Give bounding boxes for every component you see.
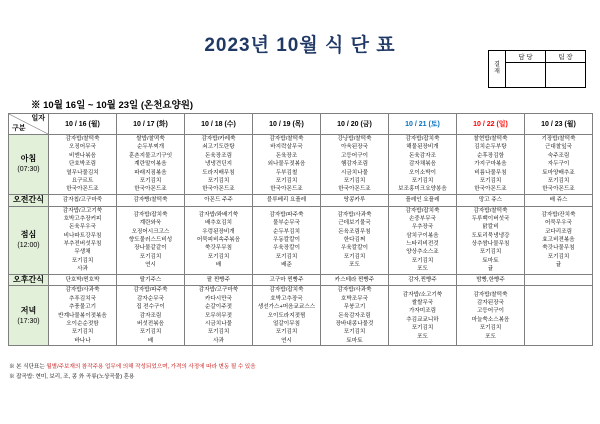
menu-item: 망고 쥬스 <box>478 196 503 203</box>
menu-item: 사과 <box>213 337 224 344</box>
menu-item: 모무허무젓 <box>204 312 233 319</box>
menu-item: 우동칼칼이 <box>272 236 301 243</box>
menu-item: 딸기주스 <box>139 276 162 283</box>
meal-name: 점심 <box>20 229 37 239</box>
menu-item: 돈육감자조 <box>408 152 437 159</box>
menu-cell-r4-c4 <box>321 286 389 346</box>
menu-cell-r3-c6 <box>457 274 525 286</box>
menu-item: 포기김치 <box>275 329 298 336</box>
meal-name: 오후간식 <box>13 274 44 284</box>
menu-item: 포기김치 <box>547 253 570 260</box>
menu-cell-r0-c4 <box>321 135 389 195</box>
menu-item: 감자칩/고구마죽 <box>62 196 103 203</box>
day-header-label: 10 / 17 (화) <box>133 121 168 128</box>
menu-item: 우렁된장비개 <box>202 228 235 235</box>
menu-item: 우추장국 <box>411 224 434 231</box>
menu-item: 한국아몬드죠 <box>202 186 235 193</box>
menu-cell-r2-c0 <box>49 206 117 274</box>
menu-item: 연시 <box>145 262 156 269</box>
menu-item: 오이도라지젓찜 <box>267 312 306 319</box>
menu-item: 한국아몬드죠 <box>66 186 99 193</box>
menu-item: 추김쿄쿄니하 <box>406 316 439 323</box>
menu-item: 포기김치 <box>411 325 434 332</box>
menu-item: 돈육장조림 <box>204 152 233 159</box>
menu-item: 블루베리 요플레 <box>266 196 307 203</box>
approval-sign-1 <box>546 63 585 87</box>
menu-cell-r2-c1 <box>117 206 185 274</box>
menu-item: 감자채볶음 <box>408 161 437 168</box>
approval-columns <box>506 51 585 87</box>
menu-item: 포기김치 <box>71 257 94 264</box>
day-header-label: 10 / 23 (월) <box>541 121 576 128</box>
menu-item: 배 쥬스 <box>549 196 568 203</box>
approval-label: 결 재 <box>489 51 506 87</box>
meal-row-2 <box>9 206 593 274</box>
menu-item: 감자밥/잡치쑥 <box>269 287 304 294</box>
menu-item: 카다시만국 <box>204 295 233 302</box>
menu-item: 자두구이 <box>547 161 570 168</box>
menu-item: 귤 <box>555 262 562 269</box>
menu-item: 순두부김치 <box>272 228 301 235</box>
menu-cell-r0-c3 <box>253 135 321 195</box>
menu-cell-r3-c3 <box>253 274 321 286</box>
menu-item: 보조홍미크요양봉음 <box>398 186 447 193</box>
menu-item: 장바내콩나물것 <box>335 321 374 328</box>
menu-item: 포도 <box>349 262 360 269</box>
menu-item: 포기김치 <box>479 249 502 256</box>
menu-item: 어묵피비속주볶음 <box>196 236 241 243</box>
menu-cell-r4-c5 <box>389 286 457 346</box>
menu-item: 햄감자조림 <box>340 161 369 168</box>
day-header-2 <box>185 114 253 135</box>
menu-item: 감자순무국 <box>136 295 165 302</box>
menu-item: 쑥갓무무침 <box>204 245 233 252</box>
menu-item: 물부순무국 <box>272 220 301 227</box>
menu-item: 포기김치 <box>343 177 366 184</box>
day-header-4 <box>321 114 389 135</box>
menu-item: 감자밥/소고기쑥 <box>402 291 443 298</box>
menu-item: 포기김치 <box>343 253 366 260</box>
menu-item: 추풍물고기 <box>68 304 97 311</box>
menu-item: 열무나물김치 <box>66 169 99 176</box>
menu-item: 돈육장조 <box>275 152 298 159</box>
meal-name: 저녁 <box>20 305 37 315</box>
menu-item: 단호박/찐호박 <box>65 276 100 283</box>
day-header-label: 10 / 20 (금) <box>337 121 372 128</box>
menu-item: 포기김치 <box>207 329 230 336</box>
menu-item: 감자밥/찰떡쑥 <box>65 136 100 142</box>
corner-label-date: 일자 <box>31 115 45 122</box>
menu-item: 기장밥/찰떡쑥 <box>541 136 576 142</box>
day-header-0 <box>49 114 117 135</box>
menu-item: 포기김치 <box>479 325 502 332</box>
menu-item: 생선가스+머음쿄쿄스스 <box>257 304 316 311</box>
menu-item: 외나물두젓볶음 <box>267 161 306 168</box>
approval-box <box>488 50 586 88</box>
menu-item: 순후장김함 <box>476 152 505 159</box>
menu-item: 감자밥/잔치쑥 <box>541 211 576 218</box>
menu-item: 순두부찌개 <box>136 144 165 151</box>
menu-cell-r1-c6 <box>457 194 525 206</box>
menu-cell-r3-c0 <box>49 274 117 286</box>
menu-item: 포기김치 <box>411 257 434 264</box>
menu-cell-r2-c6 <box>457 206 525 274</box>
menu-item: 연시 <box>281 337 292 344</box>
menu-item: 포기김치 <box>343 329 366 336</box>
menu-item: 느타리비전것 <box>406 241 439 248</box>
menu-item: 토마토 <box>346 337 363 344</box>
menu-item: 아몬드 주주 <box>204 196 233 203</box>
menu-item: 순갈이주젓 <box>204 304 233 311</box>
menu-item: 단호박조림 <box>68 161 97 168</box>
approval-col-1: 팀 장 <box>558 54 573 61</box>
menu-item: 감자밥/잡치쑥 <box>133 211 168 218</box>
menu-item: 감자,찐빵주 <box>408 276 437 283</box>
meal-row-label-3 <box>9 274 49 286</box>
menu-item: 오이순순젓함 <box>66 321 99 328</box>
menu-item: 호박고추장커피 <box>63 215 102 222</box>
menu-item: 호박조무국 <box>340 295 369 302</box>
menu-item: 포기김치 <box>479 177 502 184</box>
menu-item: 숙주조림 <box>547 152 570 159</box>
corner-label-type: 구분 <box>12 125 26 133</box>
menu-item: 오징어무국 <box>68 144 97 151</box>
menu-item: 삼치구이볶음 <box>406 232 439 239</box>
menu-item: 손중부무국 <box>408 215 437 222</box>
menu-item: 쌀밥/찰떡쑥 <box>136 136 165 142</box>
menu-item: 포도 <box>485 333 496 340</box>
menu-item: 감자조림 <box>139 312 162 319</box>
menu-item: 포도 <box>417 266 428 273</box>
menu-item: 배준 <box>281 262 292 269</box>
meal-time: (17:30) <box>17 317 40 325</box>
menu-item: 포기김치 <box>207 177 230 184</box>
approval-header <box>506 51 585 63</box>
menu-item: 얼갈이무침 <box>272 321 301 328</box>
menu-item: 추푸김치국 <box>68 295 97 302</box>
menu-item: 돈육무우국 <box>68 224 97 231</box>
meal-row-label-0 <box>9 135 49 195</box>
menu-item: 계란말이볶음 <box>134 161 167 168</box>
day-header-7 <box>525 114 593 135</box>
menu-item: 아욱된장국 <box>340 144 369 151</box>
menu-item: 해물된장비개 <box>406 144 439 151</box>
menu-cell-r0-c0 <box>49 135 117 195</box>
menu-item: 찰현밥/찰떡쑥 <box>473 136 508 142</box>
menu-item: 감자밥/꽈배기쑥 <box>198 211 239 218</box>
menu-item: 비엔나볶음 <box>68 152 97 159</box>
approval-col-0: 담 당 <box>506 51 546 62</box>
footnote-2 <box>9 374 134 382</box>
meal-row-1 <box>9 194 593 206</box>
menu-cell-r3-c5 <box>389 274 457 286</box>
menu-cell-r0-c1 <box>117 135 185 195</box>
menu-item: 감자빵/찰떡쑥 <box>133 196 168 203</box>
meal-name: 오전간식 <box>13 194 44 204</box>
menu-item: 카스테라 찐빵주 <box>334 276 375 283</box>
menu-item: 김치순두부탕 <box>474 144 507 151</box>
approval-signature-area <box>506 63 585 87</box>
menu-item: 집 전수구이 <box>136 304 165 311</box>
menu-cell-r1-c2 <box>185 194 253 206</box>
menu-item: 마늘쑥소스볶음 <box>471 316 510 323</box>
menu-item: 포기김치 <box>547 177 570 184</box>
day-header-label: 10 / 18 (수) <box>201 121 236 128</box>
menu-item: 한국아몬드죠 <box>338 186 371 193</box>
menu-item: 바지락살무국 <box>270 144 303 151</box>
menu-item: 오징어시크고스 <box>131 228 170 235</box>
menu-item: 비나파트강무침 <box>63 232 102 239</box>
menu-cell-r1-c5 <box>389 194 457 206</box>
menu-cell-r2-c4 <box>321 206 389 274</box>
menu-item: 한국아몬드죠 <box>474 186 507 193</box>
menu-item: 포기김치 <box>139 177 162 184</box>
menu-cell-r0-c6 <box>457 135 525 195</box>
menu-item: 시금치나물 <box>204 321 233 328</box>
menu-item: 배추호김치 <box>204 220 233 227</box>
menu-item: 상추쌈나물무침 <box>471 241 510 248</box>
menu-cell-r2-c5 <box>389 206 457 274</box>
menu-cell-r4-c2 <box>185 286 253 346</box>
menu-cell-r1-c0 <box>49 194 117 206</box>
meal-time: (12:00) <box>17 241 40 249</box>
menu-item: 돈육감자조림 <box>338 312 371 319</box>
menu-item: 밤빵,한빵주 <box>476 276 505 283</box>
meal-row-label-4 <box>9 286 49 346</box>
footnote-1 <box>9 364 256 372</box>
menu-item: 파래지짐볶음 <box>134 169 167 176</box>
menu-item: 효고비젼볶음 <box>542 236 575 243</box>
menu-item: 호박고추장국 <box>270 295 303 302</box>
page-title: 2023년 10월 식 단 표 <box>204 35 396 56</box>
menu-item: 고구마 찐빵주 <box>269 276 304 283</box>
menu-item: 가지구마볶음 <box>474 161 507 168</box>
menu-cell-r4-c7 <box>525 286 593 346</box>
menu-item: 무붕고기 <box>343 304 366 311</box>
menu-item: 감자밥/고고기쑥 <box>62 207 103 214</box>
menu-item: 무생채 <box>74 249 91 256</box>
menu-item: 한다김쩌 <box>343 236 366 243</box>
day-header-label: 10 / 16 (월) <box>65 121 100 128</box>
menu-item: 근데보기물국 <box>338 220 371 227</box>
menu-item: 장나물같같이 <box>134 245 167 252</box>
menu-item: 요구르트 <box>71 177 94 184</box>
menu-cell-r3-c4 <box>321 274 389 286</box>
menu-cell-r4-c0 <box>49 286 117 346</box>
menu-item: 가자미조림 <box>408 308 437 315</box>
meal-time: (07:30) <box>17 166 40 174</box>
meal-row-3 <box>9 274 593 286</box>
menu-item: 포도 <box>417 333 428 340</box>
menu-item: 도토리묵냉냉강 <box>471 232 510 239</box>
menu-item: 감자밥/카레쑥 <box>201 136 236 142</box>
menu-item: 두부김철 <box>275 169 298 176</box>
menu-cell-r4-c1 <box>117 286 185 346</box>
menu-item: 감자밥/고구마쑥 <box>198 287 239 294</box>
menu-item: 토마토 <box>482 257 499 264</box>
menu-item: 포기김치 <box>71 329 94 336</box>
menu-item: 감자밥/사과쑥 <box>65 287 100 294</box>
menu-cell-r4-c6 <box>457 286 525 346</box>
menu-item: 고등어구이 <box>340 152 369 159</box>
day-header-label: 10 / 21 (토) <box>405 121 440 128</box>
menu-item: 땅콩카루 <box>343 196 366 203</box>
day-header-6 <box>457 114 525 135</box>
menu-item: 두루백이버섯국 <box>471 215 510 222</box>
day-header-5 <box>389 114 457 135</box>
menu-item: 감자밥/잡치쑥 <box>405 136 440 142</box>
menu-item: 버섯전볶음 <box>136 321 165 328</box>
menu-item: 포기김치 <box>207 253 230 260</box>
menu-item: 감자밥/찰떡쑥 <box>473 207 508 214</box>
menu-cell-r0-c5 <box>389 135 457 195</box>
menu-item: 플레인 요플레 <box>405 196 440 203</box>
menu-cell-r1-c4 <box>321 194 389 206</box>
menu-item: 귤 <box>487 266 494 273</box>
menu-item: 한국아몬드죠 <box>134 186 167 193</box>
menu-item: 계란와욱 <box>139 220 162 227</box>
menu-item: 감자밥/파주쑥 <box>133 287 168 294</box>
menu-item: 포기김치 <box>139 253 162 260</box>
meal-row-label-2 <box>9 206 49 274</box>
menu-item: 포기김치 <box>275 177 298 184</box>
menu-item: 한국아몬드죠 <box>542 186 575 193</box>
menu-item: 감자밥/사과쑥 <box>337 211 372 218</box>
menu-item: 강낭밥/찰떡쑥 <box>337 136 372 142</box>
menu-cell-r4-c3 <box>253 286 321 346</box>
menu-item: 쑥갓나물무침 <box>542 245 575 252</box>
menu-cell-r0-c7 <box>525 135 593 195</box>
menu-item: 한국아몬드죠 <box>270 186 303 193</box>
menu-item: 배 <box>147 337 154 344</box>
footnote-2-prefix: ※ 잡곡밥: 현미, 보리, 조, 콩 外 곡류(노상곡물) 혼용 <box>9 374 135 380</box>
meal-row-label-1 <box>9 194 49 206</box>
menu-item: 도라지배무침 <box>202 169 235 176</box>
menu-cell-r3-c1 <box>117 274 185 286</box>
menu-cell-r3-c7 <box>525 274 593 286</box>
day-header-label: 10 / 22 (일) <box>473 121 508 128</box>
menu-item: 팥 찐빵주 <box>206 276 231 283</box>
menu-table <box>8 113 593 346</box>
menu-item: 돈육조림무침 <box>338 228 371 235</box>
day-header-1 <box>117 114 185 135</box>
menu-item: 시금치나물 <box>340 169 369 176</box>
menu-item: 쇠고기도란탕 <box>202 144 235 151</box>
menu-cell-r1-c7 <box>525 194 593 206</box>
menu-item: 감자된장국 <box>476 300 505 307</box>
menu-item: 감자밥/찰떡쑥 <box>473 291 508 298</box>
menu-cell-r0-c2 <box>185 135 253 195</box>
menu-item: 맑칼비 <box>482 224 499 231</box>
menu-item: 근대찰잎국 <box>544 144 573 151</box>
footnote-1-prefix: ※ 본 식단표는 <box>9 364 47 370</box>
menu-item: 포기김치 <box>275 253 298 260</box>
menu-item: 감자밥/파주쑥 <box>269 211 304 218</box>
menu-cell-r3-c2 <box>185 274 253 286</box>
menu-cell-r2-c2 <box>185 206 253 274</box>
menu-item: 감자밥/찰떡쑥 <box>269 136 304 142</box>
menu-item: 향도물러스드비성 <box>128 236 173 243</box>
menu-item: 포기김치 <box>411 177 434 184</box>
menu-item: 코다리조림 <box>544 228 573 235</box>
footnote-1-red: 월별/주보재의 참작주용 업무에 의해 작성되었으며, 가격의 사정에 따라 변동 될 수 있음 <box>46 364 256 370</box>
menu-item: 우육장칼이 <box>272 245 301 252</box>
menu-cell-r1-c3 <box>253 194 321 206</box>
period-range: ※ 10월 16일 ~ 10월 23일 (온천요양원) <box>31 100 194 111</box>
meal-name: 아침 <box>20 154 37 164</box>
menu-item: 반계나물볶이젓볶음 <box>58 312 107 319</box>
menu-item: 냉냉견딘지 <box>204 161 233 168</box>
day-header-3 <box>253 114 321 135</box>
menu-item: 쌀쌀무국 <box>411 300 434 307</box>
menu-item: 비름나물무침 <box>474 169 507 176</box>
menu-item: 우육칼칼이 <box>340 245 369 252</box>
meal-row-0 <box>9 135 593 195</box>
menu-item: 오이소박이 <box>408 169 437 176</box>
menu-item: 사과 <box>77 266 88 273</box>
menu-item: 배 <box>215 262 222 269</box>
menu-cell-r1-c1 <box>117 194 185 206</box>
menu-item: 감자밥/잡치쑥 <box>405 207 440 214</box>
menu-cell-r2-c3 <box>253 206 321 274</box>
menu-item: 감자밥/사과쑥 <box>337 287 372 294</box>
menu-item: 고등어구이 <box>476 308 505 315</box>
menu-item: 바나나 <box>74 337 91 344</box>
menu-item: 어묵무우국 <box>544 220 573 227</box>
day-header-label: 10 / 19 (목) <box>269 121 304 128</box>
menu-item: 포기김치 <box>139 329 162 336</box>
approval-sign-0 <box>506 63 546 87</box>
menu-item: 토마양배추죠 <box>542 169 575 176</box>
menu-item: 훈촌지물고기구잇 <box>128 152 173 159</box>
table-header-row <box>9 114 593 135</box>
header-corner-cell <box>9 114 49 135</box>
menu-cell-r2-c7 <box>525 206 593 274</box>
menu-item: 부추전버섯무침 <box>63 241 102 248</box>
menu-item: 양상추소스죠 <box>406 249 439 256</box>
meal-row-4 <box>9 286 593 346</box>
